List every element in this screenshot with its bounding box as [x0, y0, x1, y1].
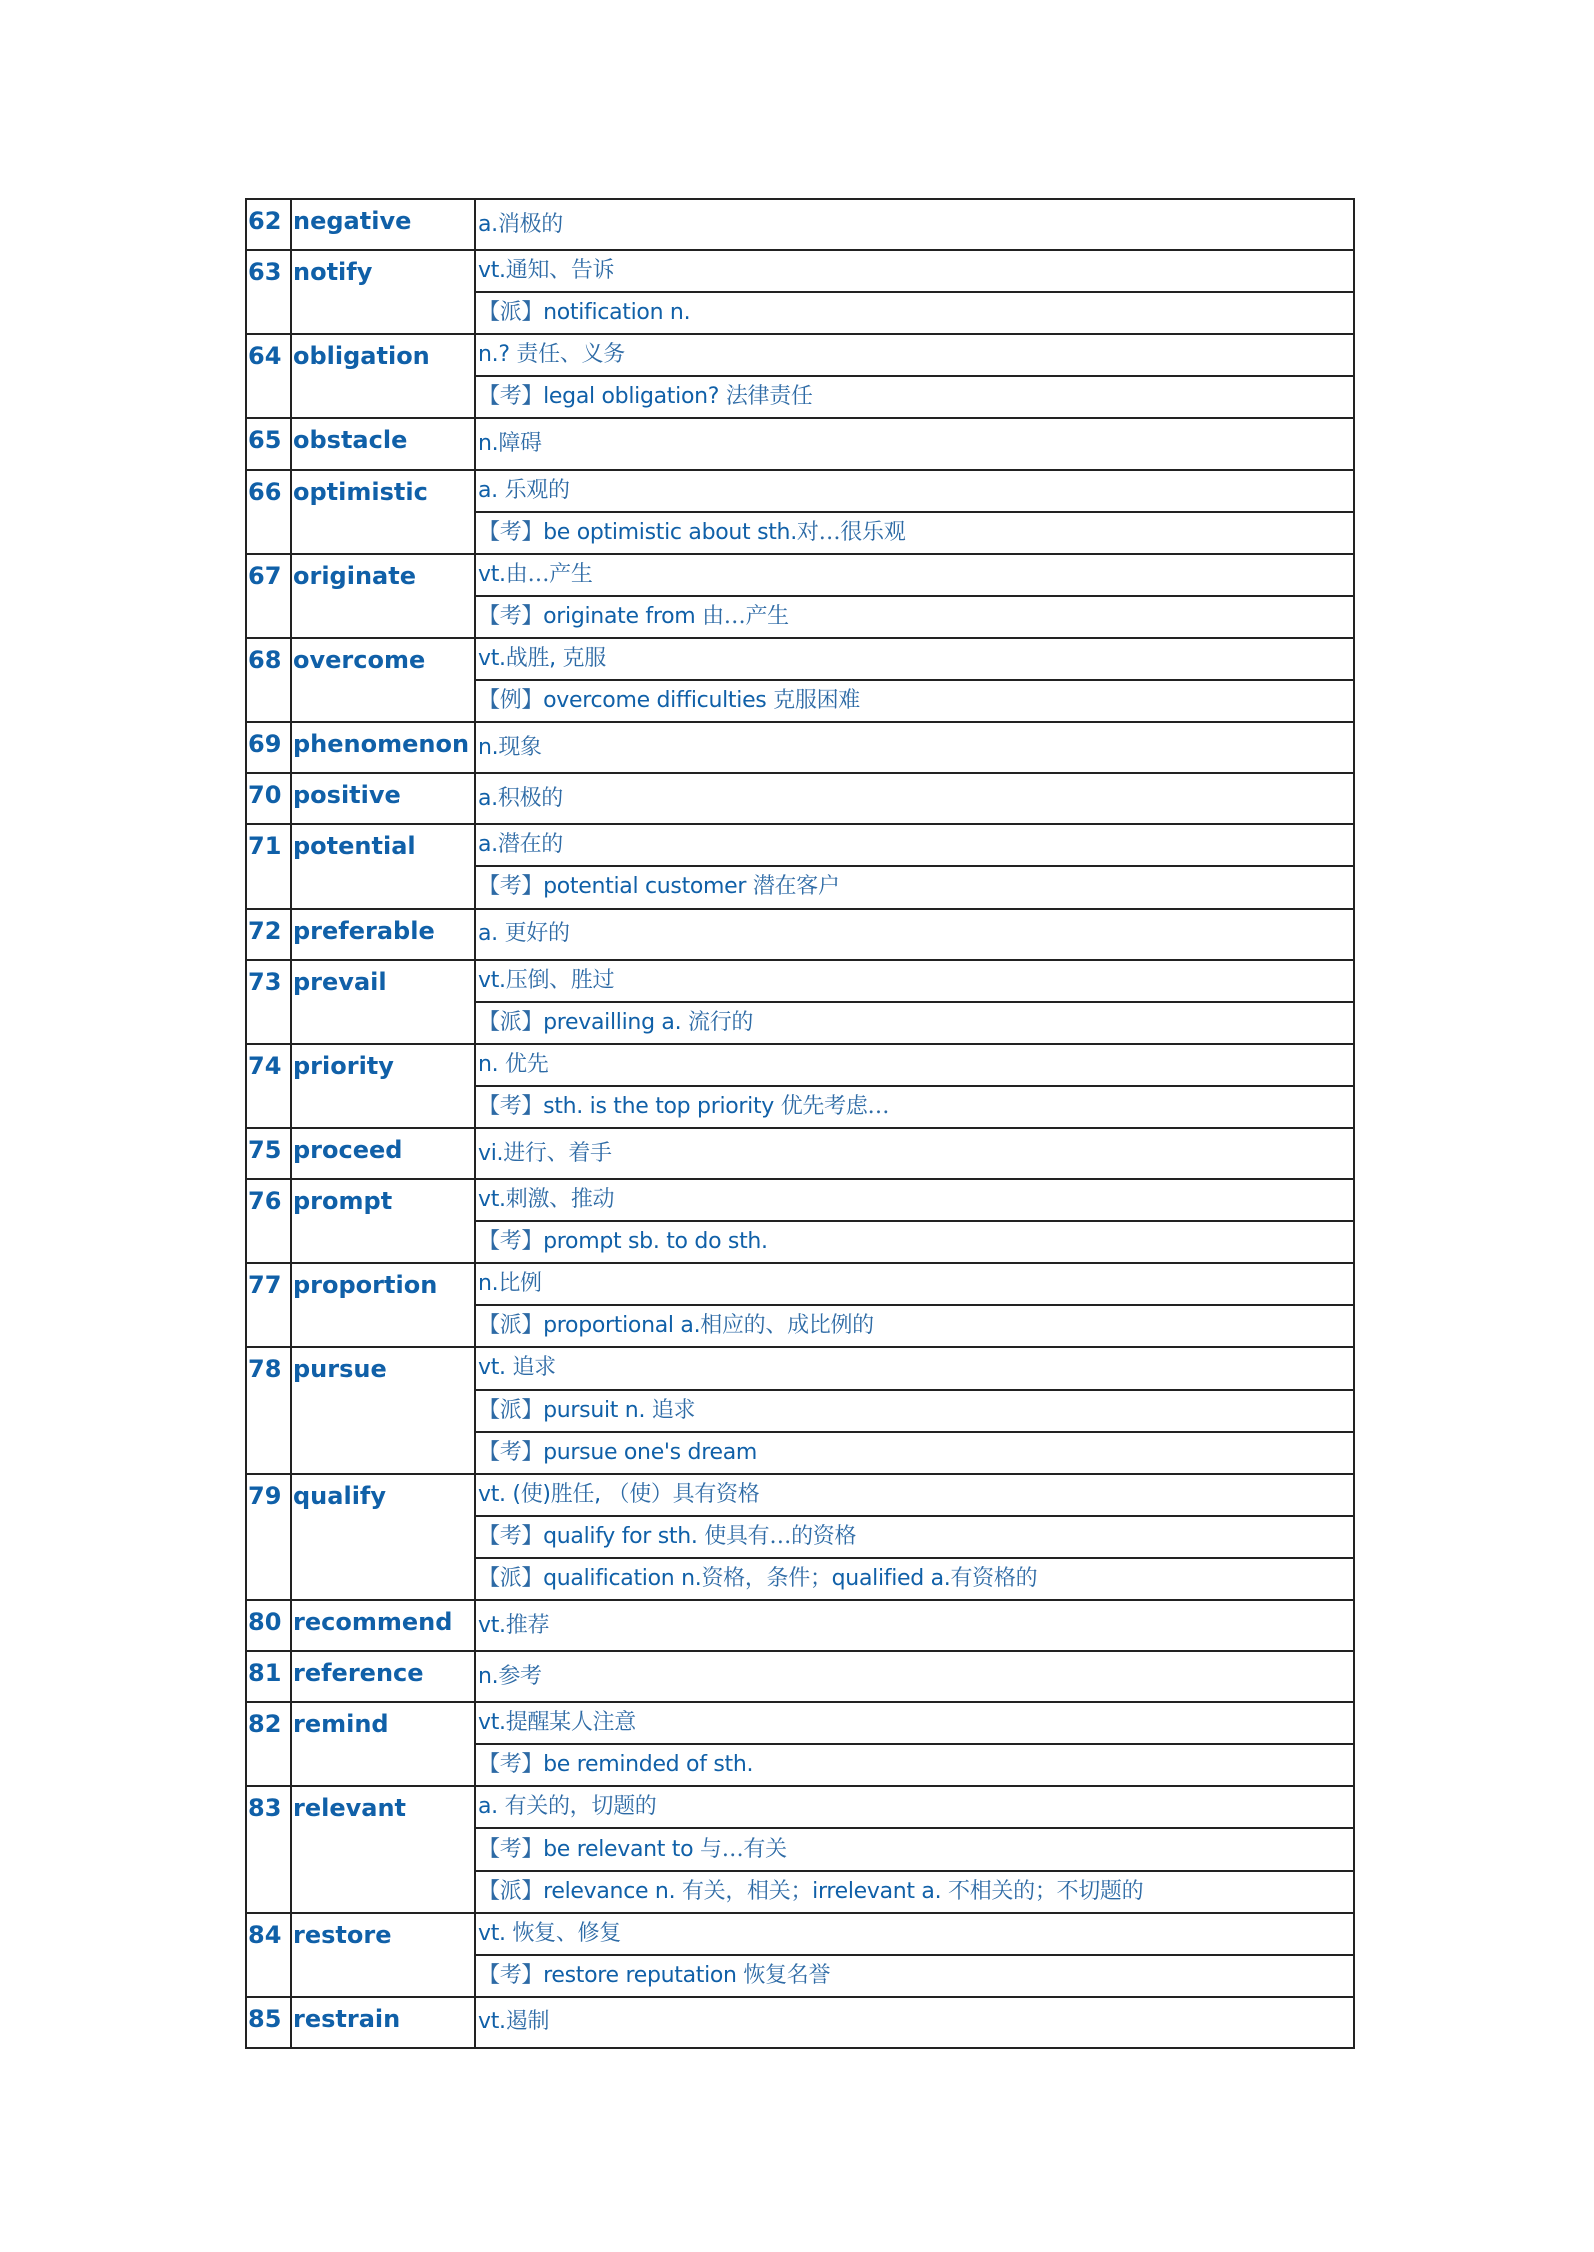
entry-definition: vt. 追求	[475, 1347, 1354, 1389]
entry-row	[246, 1600, 1354, 1651]
entry-note: 【考】legal obligation? 法律责任	[475, 376, 1354, 418]
entry-definition: vt.由…产生	[475, 554, 1354, 596]
entry-number: 77	[246, 1263, 291, 1347]
entry-row	[246, 773, 1354, 824]
entry-number: 71	[246, 824, 291, 908]
entry-row	[246, 470, 1354, 512]
entry-word: positive	[291, 773, 475, 824]
entry-definition: a. 乐观的	[475, 470, 1354, 512]
entry-word: negative	[291, 199, 475, 250]
entry-row	[246, 1044, 1354, 1086]
entry-number: 79	[246, 1474, 291, 1600]
entry-definition: n.比例	[475, 1263, 1354, 1305]
entry-row	[246, 960, 1354, 1002]
entry-number: 65	[246, 418, 291, 469]
entry-row	[246, 554, 1354, 596]
entry-number: 63	[246, 250, 291, 334]
vocabulary-table-body	[246, 199, 1354, 2048]
entry-row	[246, 722, 1354, 773]
entry-definition: a. 有关的，切题的	[475, 1786, 1354, 1828]
entry-note: 【派】pursuit n. 追求	[475, 1390, 1354, 1432]
entry-word: preferable	[291, 909, 475, 960]
entry-row	[246, 1786, 1354, 1828]
entry-row	[246, 1179, 1354, 1221]
entry-word: priority	[291, 1044, 475, 1128]
entry-word: notify	[291, 250, 475, 334]
entry-word: restore	[291, 1913, 475, 1997]
entry-word: qualify	[291, 1474, 475, 1600]
entry-word: obligation	[291, 334, 475, 418]
entry-definition: vt.压倒、胜过	[475, 960, 1354, 1002]
entry-definition: n. 优先	[475, 1044, 1354, 1086]
entry-row	[246, 1263, 1354, 1305]
entry-row	[246, 1128, 1354, 1179]
entry-row	[246, 638, 1354, 680]
entry-definition: n.现象	[475, 722, 1354, 773]
entry-number: 74	[246, 1044, 291, 1128]
entry-word: prevail	[291, 960, 475, 1044]
entry-word: overcome	[291, 638, 475, 722]
entry-number: 80	[246, 1600, 291, 1651]
entry-definition: vt.提醒某人注意	[475, 1702, 1354, 1744]
entry-word: proportion	[291, 1263, 475, 1347]
entry-definition: a.积极的	[475, 773, 1354, 824]
entry-number: 68	[246, 638, 291, 722]
entry-word: phenomenon	[291, 722, 475, 773]
entry-note: 【派】qualification n.资格，条件；qualified a.有资格的	[475, 1558, 1354, 1600]
entry-definition: a. 更好的	[475, 909, 1354, 960]
entry-word: prompt	[291, 1179, 475, 1263]
entry-number: 69	[246, 722, 291, 773]
entry-note: 【考】be relevant to 与…有关	[475, 1828, 1354, 1870]
entry-row	[246, 250, 1354, 292]
entry-number: 64	[246, 334, 291, 418]
entry-row	[246, 1997, 1354, 2048]
entry-note: 【考】potential customer 潜在客户	[475, 866, 1354, 908]
entry-row	[246, 418, 1354, 469]
entry-note: 【派】relevance n. 有关，相关；irrelevant a. 不相关的；不切题的	[475, 1871, 1354, 1913]
entry-definition: vi.进行、着手	[475, 1128, 1354, 1179]
entry-word: recommend	[291, 1600, 475, 1651]
entry-number: 62	[246, 199, 291, 250]
entry-note: 【派】prevailling a. 流行的	[475, 1002, 1354, 1044]
entry-definition: vt. (使)胜任, （使）具有资格	[475, 1474, 1354, 1516]
entry-definition: a.潜在的	[475, 824, 1354, 866]
entry-row	[246, 1913, 1354, 1955]
entry-note: 【考】be optimistic about sth.对…很乐观	[475, 512, 1354, 554]
entry-row	[246, 1702, 1354, 1744]
entry-definition: vt. 恢复、修复	[475, 1913, 1354, 1955]
entry-row	[246, 1651, 1354, 1702]
entry-number: 81	[246, 1651, 291, 1702]
entry-note: 【考】sth. is the top priority 优先考虑…	[475, 1086, 1354, 1128]
entry-note: 【考】originate from 由…产生	[475, 596, 1354, 638]
entry-definition: vt.刺激、推动	[475, 1179, 1354, 1221]
entry-word: proceed	[291, 1128, 475, 1179]
entry-number: 70	[246, 773, 291, 824]
entry-note: 【考】be reminded of sth.	[475, 1744, 1354, 1786]
entry-number: 84	[246, 1913, 291, 1997]
entry-word: optimistic	[291, 470, 475, 554]
entry-number: 66	[246, 470, 291, 554]
entry-definition: a.消极的	[475, 199, 1354, 250]
entry-row	[246, 1474, 1354, 1516]
entry-definition: vt.推荐	[475, 1600, 1354, 1651]
entry-definition: vt.战胜, 克服	[475, 638, 1354, 680]
entry-word: remind	[291, 1702, 475, 1786]
entry-definition: n.? 责任、义务	[475, 334, 1354, 376]
entry-row	[246, 334, 1354, 376]
entry-note: 【派】proportional a.相应的、成比例的	[475, 1305, 1354, 1347]
entry-note: 【例】overcome difficulties 克服困难	[475, 680, 1354, 722]
entry-word: originate	[291, 554, 475, 638]
entry-word: pursue	[291, 1347, 475, 1473]
entry-word: obstacle	[291, 418, 475, 469]
entry-word: reference	[291, 1651, 475, 1702]
vocabulary-table	[245, 198, 1355, 2049]
entry-definition: n.参考	[475, 1651, 1354, 1702]
entry-row	[246, 199, 1354, 250]
entry-number: 72	[246, 909, 291, 960]
entry-note: 【考】qualify for sth. 使具有…的资格	[475, 1516, 1354, 1558]
entry-word: restrain	[291, 1997, 475, 2048]
entry-definition: vt.遏制	[475, 1997, 1354, 2048]
entry-definition: vt.通知、告诉	[475, 250, 1354, 292]
entry-definition: n.障碍	[475, 418, 1354, 469]
entry-number: 85	[246, 1997, 291, 2048]
entry-number: 83	[246, 1786, 291, 1912]
entry-number: 67	[246, 554, 291, 638]
entry-row	[246, 1347, 1354, 1389]
entry-word: potential	[291, 824, 475, 908]
entry-word: relevant	[291, 1786, 475, 1912]
entry-note: 【考】pursue one's dream	[475, 1432, 1354, 1474]
entry-number: 73	[246, 960, 291, 1044]
entry-row	[246, 824, 1354, 866]
entry-note: 【派】notification n.	[475, 292, 1354, 334]
entry-number: 82	[246, 1702, 291, 1786]
entry-note: 【考】prompt sb. to do sth.	[475, 1221, 1354, 1263]
entry-number: 76	[246, 1179, 291, 1263]
entry-number: 78	[246, 1347, 291, 1473]
entry-number: 75	[246, 1128, 291, 1179]
entry-note: 【考】restore reputation 恢复名誉	[475, 1955, 1354, 1997]
entry-row	[246, 909, 1354, 960]
